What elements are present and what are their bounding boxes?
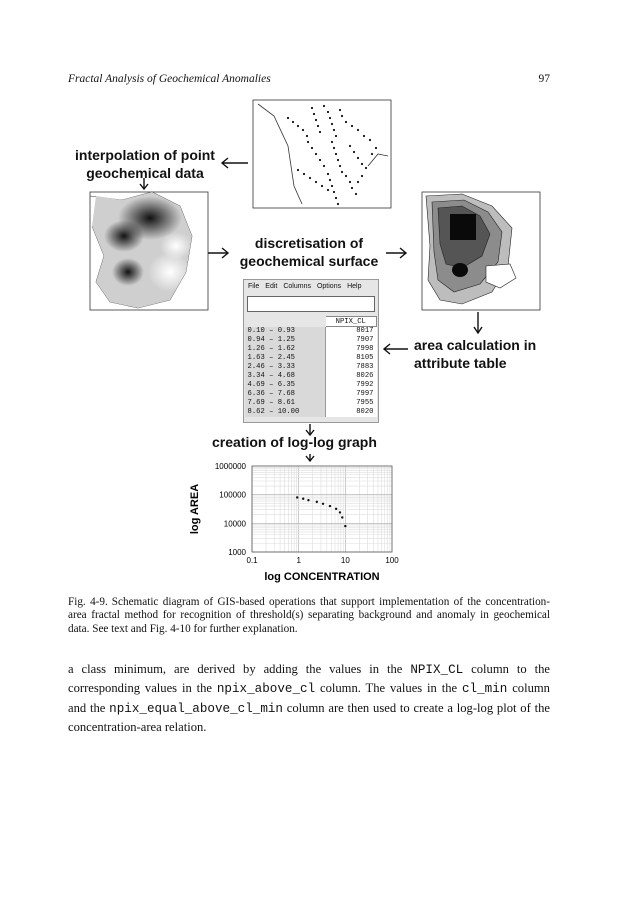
page-number: 97 [538,73,550,85]
x-tick-label: 1 [296,556,301,565]
npix-cell: 8105 [325,354,376,363]
y-tick-label: 100000 [219,490,246,500]
y-tick-label: 10000 [223,519,246,529]
label-interpolation: interpolation of point geochemical data [75,147,215,181]
caption-text: Schematic diagram of GIS-based operations that support implementation of the concentration-area fractal method for recognition of threshold(s) separating background and anomaly in geochemical data. See text and Fig. 4-10 for further explanation. [68,596,550,635]
label-loglog-graph: creation of log-log graph [212,434,377,450]
data-point [339,511,341,513]
plot-frame [252,466,392,552]
table-row[interactable] [245,390,377,399]
range-cell: 3.34 – 4.68 [245,372,326,381]
attribute-table [244,316,377,417]
figure-4-9 [62,96,556,590]
table-row[interactable] [245,354,377,363]
data-point [296,496,298,498]
table-query-input[interactable] [247,296,375,312]
x-tick-label: 10 [340,556,350,565]
y-tick-label: 1000 [228,548,246,557]
range-cell: 0.94 – 1.25 [245,336,326,345]
range-cell: 6.36 – 7.68 [245,390,326,399]
attribute-table-window [243,279,379,423]
data-point [344,525,346,527]
x-tick-label: 0.1 [246,556,258,565]
range-cell: 7.69 – 8.61 [245,399,326,408]
running-title: Fractal Analysis of Geochemical Anomalies [68,73,271,85]
npix-cell: 7955 [325,399,376,408]
table-row[interactable] [245,399,377,408]
x-tick-label: 100 [385,556,399,565]
code-cl-min: cl_min [461,682,508,697]
data-point [341,516,343,518]
npix-cell: 8026 [325,372,376,381]
menu-help[interactable]: Help [347,283,362,290]
range-cell: 2.46 – 3.33 [245,363,326,372]
data-point [302,498,304,500]
label-discretisation: discretisation of geochemical surface [239,235,379,269]
range-cell: 4.69 – 6.35 [245,381,326,390]
drainage-map [253,100,391,208]
npix-cell: 7883 [325,363,376,372]
running-header [68,73,550,89]
column-header-npix-cl[interactable]: NPIX_CL [325,317,376,327]
y-axis-label: log AREA [189,483,201,535]
data-point [329,505,331,507]
data-point [316,501,318,503]
discretised-surface-map [422,192,540,310]
npix-cell: 8017 [325,327,376,337]
para-text-3: column. The values in the [315,681,462,696]
npix-cell: 7992 [325,381,376,390]
data-point [322,503,324,505]
table-row[interactable] [245,327,377,337]
menu-bar [244,280,378,294]
range-cell: 1.63 – 2.45 [245,354,326,363]
loglog-chart [62,460,556,590]
table-row[interactable] [245,336,377,345]
menu-file[interactable]: File [248,283,260,290]
table-row[interactable] [245,381,377,390]
para-text-1: a class minimum, are derived by adding the values in the [68,662,411,676]
npix-cell: 7998 [325,345,376,354]
range-cell: 1.26 – 1.62 [245,345,326,354]
menu-options[interactable]: Options [316,283,342,290]
body-paragraph [68,660,550,736]
code-npix-equal-above-cl-min: npix_equal_above_cl_min [109,701,283,716]
figure-caption [68,596,550,636]
interpolated-surface-map [90,192,208,310]
menu-columns[interactable]: Columns [283,283,311,290]
y-tick-label: 1000000 [214,462,246,471]
table-row[interactable] [245,363,377,372]
data-point [307,499,309,501]
code-npix-cl: NPIX_CL [410,663,464,677]
caption-label: Fig. 4-9. [68,596,108,608]
label-area-calculation: area calculation in attribute table [414,337,537,371]
table-row[interactable] [245,408,377,417]
table-row[interactable] [245,372,377,381]
npix-cell: 7907 [325,336,376,345]
npix-cell: 7997 [325,390,376,399]
data-point [335,508,337,510]
menu-edit[interactable]: Edit [265,283,278,290]
para-text-2: column to the corresponding values in the [68,662,551,696]
code-npix-above-cl: npix_above_cl [216,682,316,697]
table-row[interactable] [245,345,377,354]
row-header-column [245,317,326,327]
npix-cell: 8020 [325,408,376,417]
para-text-5: column are then used to create a log-log plot of the concentration-area relation. [68,700,550,734]
x-axis-label: log CONCENTRATION [264,571,380,583]
para-text-4: column and the [68,681,550,715]
range-cell: 0.10 – 0.93 [245,327,326,337]
range-cell: 8.62 – 10.00 [245,408,326,417]
